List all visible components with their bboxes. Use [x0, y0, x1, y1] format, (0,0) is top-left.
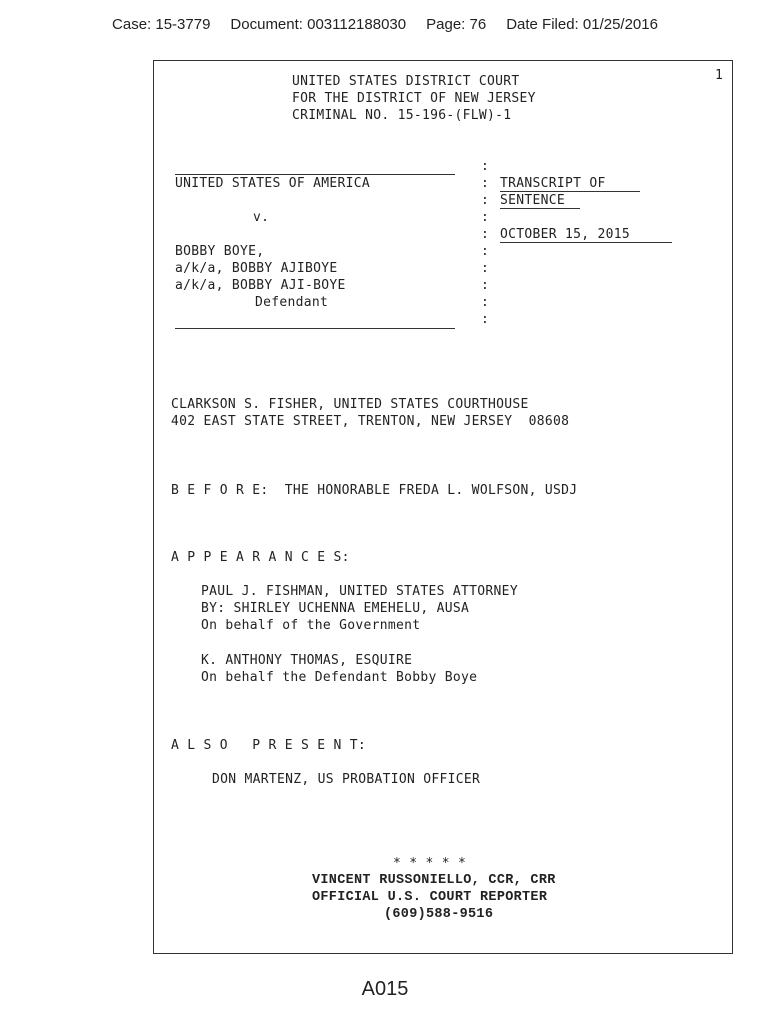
courthouse-name: CLARKSON S. FISHER, UNITED STATES COURTHOUSE: [171, 397, 529, 412]
defense-counsel: K. ANTHONY THOMAS, ESQUIRE: [201, 653, 413, 668]
versus: v.: [253, 210, 270, 225]
ausa: BY: SHIRLEY UCHENNA EMEHELU, AUSA: [201, 601, 470, 616]
caption-colon-column: : : : : : : : : : :: [481, 159, 490, 327]
document-number: Document: 003112188030: [230, 16, 407, 33]
reporter-name: VINCENT RUSSONIELLO, CCR, CRR: [312, 873, 556, 888]
us-attorney: PAUL J. FISHMAN, UNITED STATES ATTORNEY: [201, 584, 518, 599]
appendix-page-label: A015: [361, 978, 409, 1000]
defendant-alias-1: a/k/a, BOBBY AJIBOYE: [175, 261, 338, 276]
hearing-date: OCTOBER 15, 2015: [500, 227, 631, 242]
court-line-1: UNITED STATES DISTRICT COURT: [292, 74, 520, 89]
defense-appearance: [201, 652, 477, 686]
filing-header: [0, 16, 770, 33]
date-underline: [500, 242, 672, 243]
also-present-person: DON MARTENZ, US PROBATION OFFICER: [212, 772, 481, 787]
transcript-page-number: 1: [715, 68, 724, 83]
before-line: B E F O R E: THE HONORABLE FREDA L. WOLFSON, USDJ: [171, 483, 578, 498]
transcript-of-underline: [500, 191, 640, 192]
courthouse-address: 402 EAST STATE STREET, TRENTON, NEW JERSEY 08608: [171, 414, 570, 429]
case-caption-left: [175, 175, 370, 311]
defendant-alias-2: a/k/a, BOBBY AJI-BOYE: [175, 278, 346, 293]
sentence-underline: [500, 208, 580, 209]
reporter-stars: * * * * *: [393, 856, 467, 871]
defendant-name: BOBBY BOYE,: [175, 244, 265, 259]
date-filed: Date Filed: 01/25/2016: [506, 16, 658, 33]
case-number: Case: 15-3779: [112, 16, 211, 33]
transcript-of: TRANSCRIPT OF: [500, 176, 606, 191]
court-line-2: FOR THE DISTRICT OF NEW JERSEY: [292, 91, 536, 106]
criminal-number: CRIMINAL NO. 15-196-(FLW)-1: [292, 108, 512, 123]
defendant-label: Defendant: [255, 295, 329, 310]
caption-bottom-rule: [175, 328, 455, 329]
on-behalf-government: On behalf of the Government: [201, 618, 421, 633]
court-heading: [292, 73, 536, 124]
on-behalf-defendant: On behalf the Defendant Bobby Boye: [201, 670, 478, 685]
also-present-heading: A L S O P R E S E N T:: [171, 738, 367, 753]
case-caption-right: [500, 175, 630, 243]
page-number-header: Page: 76: [426, 16, 487, 33]
government-appearance: [201, 583, 518, 634]
courthouse-location: [171, 396, 569, 430]
reporter-title: OFFICIAL U.S. COURT REPORTER: [312, 890, 548, 905]
appearances-heading: A P P E A R A N C E S:: [171, 550, 350, 565]
plaintiff: UNITED STATES OF AMERICA: [175, 176, 371, 191]
reporter-phone: (609)588-9516: [384, 907, 494, 922]
sentence-label: SENTENCE: [500, 193, 566, 208]
